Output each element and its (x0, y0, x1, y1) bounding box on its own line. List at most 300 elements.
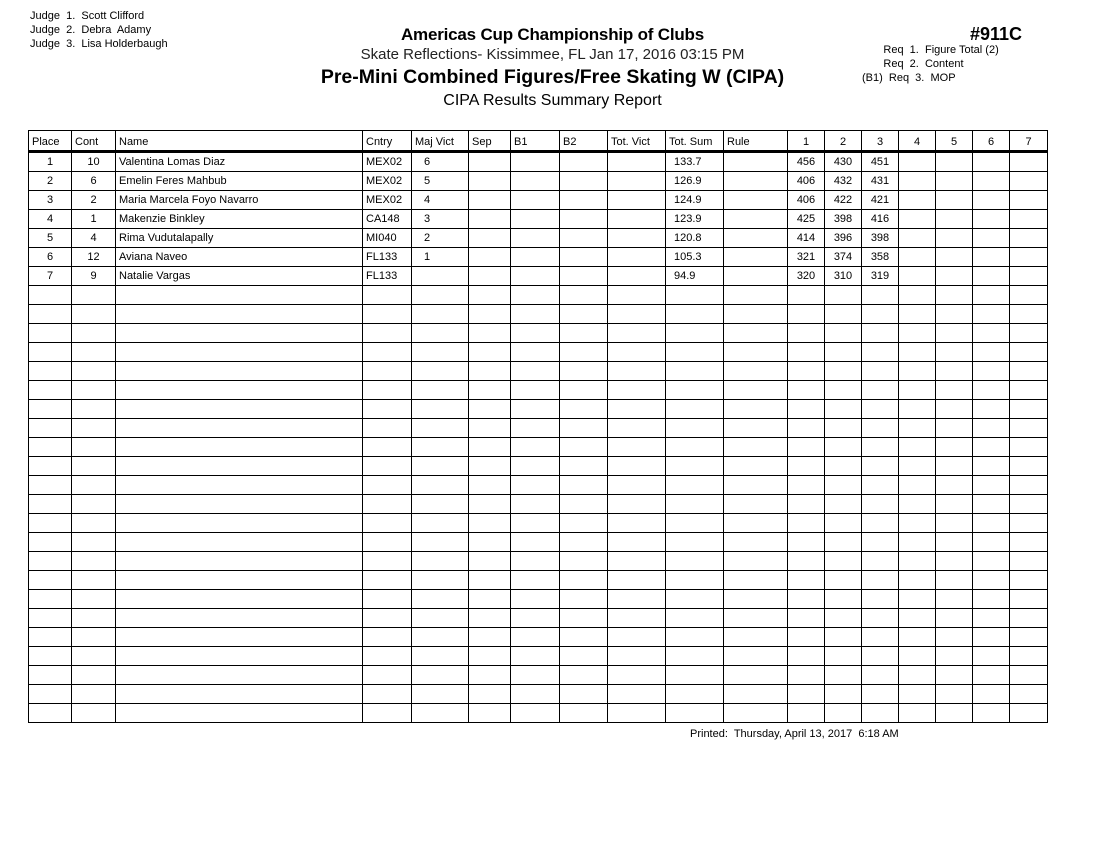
cell-b1 (511, 152, 560, 172)
cell-judge-6 (973, 229, 1010, 248)
col-place: Place (29, 131, 72, 152)
cell-judge-1 (788, 533, 825, 552)
col-cntry: Cntry (363, 131, 412, 152)
cell-cntry (363, 305, 412, 324)
cell-name (116, 495, 363, 514)
cell-judge-6 (973, 248, 1010, 267)
cell-judge-3 (862, 305, 899, 324)
cell-judge-6 (973, 343, 1010, 362)
cell-name: Makenzie Binkley (116, 210, 363, 229)
cell-b1 (511, 419, 560, 438)
cell-cont (72, 419, 116, 438)
cell-cont (72, 609, 116, 628)
cell-judge-2 (825, 533, 862, 552)
cell-cntry (363, 457, 412, 476)
cell-tot-vict (608, 514, 666, 533)
cell-judge-5 (936, 210, 973, 229)
cell-judge-4 (899, 248, 936, 267)
cell-judge-4 (899, 172, 936, 191)
cell-judge-5 (936, 267, 973, 286)
cell-b1 (511, 438, 560, 457)
cell-judge-6 (973, 609, 1010, 628)
cell-cntry: MEX02 (363, 152, 412, 172)
cell-name: Rima Vudutalapally (116, 229, 363, 248)
cell-rule (724, 514, 788, 533)
cell-b1 (511, 647, 560, 666)
col-name: Name (116, 131, 363, 152)
cell-b2 (560, 628, 608, 647)
cell-place (29, 362, 72, 381)
empty-table-row (29, 552, 1048, 571)
empty-table-row (29, 495, 1048, 514)
cell-b2 (560, 571, 608, 590)
cell-sep (469, 628, 511, 647)
cell-name: Valentina Lomas Diaz (116, 152, 363, 172)
cell-b2 (560, 533, 608, 552)
cell-tot-sum: 133.7 (666, 152, 724, 172)
cell-judge-5 (936, 438, 973, 457)
cell-b2 (560, 210, 608, 229)
cell-judge-1 (788, 457, 825, 476)
cell-maj-vict (412, 704, 469, 723)
cell-sep (469, 590, 511, 609)
col-judge-6: 6 (973, 131, 1010, 152)
cell-tot-sum: 120.8 (666, 229, 724, 248)
cell-b1 (511, 172, 560, 191)
cell-cont (72, 571, 116, 590)
cell-judge-3 (862, 457, 899, 476)
cell-judge-7 (1010, 191, 1048, 210)
cell-tot-sum (666, 381, 724, 400)
cell-sep (469, 343, 511, 362)
col-b2: B2 (560, 131, 608, 152)
cell-cntry (363, 324, 412, 343)
cell-judge-1 (788, 305, 825, 324)
cell-maj-vict: 1 (412, 248, 469, 267)
event-number: #911C (969, 24, 1022, 44)
cell-b2 (560, 248, 608, 267)
cell-b1 (511, 495, 560, 514)
cell-maj-vict (412, 324, 469, 343)
cell-b2 (560, 476, 608, 495)
cell-place: 2 (29, 172, 72, 191)
cell-judge-1 (788, 647, 825, 666)
cell-cntry: MI040 (363, 229, 412, 248)
cell-maj-vict (412, 305, 469, 324)
cell-name: Maria Marcela Foyo Navarro (116, 191, 363, 210)
cell-b1 (511, 533, 560, 552)
cell-name (116, 533, 363, 552)
cell-judge-4 (899, 457, 936, 476)
requirement-1: Req 1. Figure Total (2) (862, 44, 999, 56)
judge-3: Judge 3. Lisa Holderbaugh (30, 38, 168, 50)
cell-judge-7 (1010, 324, 1048, 343)
cell-cont (72, 476, 116, 495)
cell-name (116, 362, 363, 381)
cell-judge-6 (973, 191, 1010, 210)
cell-tot-sum: 105.3 (666, 248, 724, 267)
cell-sep (469, 267, 511, 286)
cell-b1 (511, 324, 560, 343)
report-header (280, 24, 825, 111)
cell-judge-5 (936, 286, 973, 305)
cell-b1 (511, 248, 560, 267)
cell-tot-vict (608, 191, 666, 210)
cell-cont: 12 (72, 248, 116, 267)
cell-b2 (560, 267, 608, 286)
cell-tot-vict (608, 495, 666, 514)
cell-judge-4 (899, 628, 936, 647)
requirement-2: Req 2. Content (862, 58, 964, 70)
cell-tot-vict (608, 571, 666, 590)
cell-rule (724, 438, 788, 457)
cell-name (116, 666, 363, 685)
cell-name (116, 704, 363, 723)
cell-sep (469, 324, 511, 343)
cell-maj-vict (412, 514, 469, 533)
cell-place (29, 552, 72, 571)
cell-b1 (511, 609, 560, 628)
cell-judge-1 (788, 685, 825, 704)
cell-judge-6 (973, 152, 1010, 172)
cell-judge-3: 319 (862, 267, 899, 286)
cell-rule (724, 476, 788, 495)
cell-cont: 10 (72, 152, 116, 172)
cell-judge-1: 414 (788, 229, 825, 248)
cell-judge-7 (1010, 210, 1048, 229)
cell-rule (724, 305, 788, 324)
cell-judge-2 (825, 647, 862, 666)
cell-cntry (363, 286, 412, 305)
cell-b1 (511, 305, 560, 324)
cell-judge-6 (973, 571, 1010, 590)
cell-place (29, 324, 72, 343)
cell-judge-1: 320 (788, 267, 825, 286)
cell-b2 (560, 647, 608, 666)
cell-sep (469, 609, 511, 628)
empty-table-row (29, 381, 1048, 400)
cell-maj-vict (412, 628, 469, 647)
cell-judge-7 (1010, 248, 1048, 267)
cell-name (116, 343, 363, 362)
cell-tot-vict (608, 647, 666, 666)
cell-cntry (363, 704, 412, 723)
cell-b2 (560, 305, 608, 324)
cell-judge-5 (936, 152, 973, 172)
cell-sep (469, 400, 511, 419)
cell-judge-7 (1010, 400, 1048, 419)
cell-maj-vict (412, 590, 469, 609)
cell-judge-7 (1010, 647, 1048, 666)
cell-name (116, 324, 363, 343)
cell-cont (72, 685, 116, 704)
cell-cont (72, 438, 116, 457)
cell-b2 (560, 552, 608, 571)
cell-maj-vict (412, 457, 469, 476)
cell-cont (72, 514, 116, 533)
cell-judge-4 (899, 305, 936, 324)
cell-cont (72, 590, 116, 609)
cell-judge-4 (899, 381, 936, 400)
empty-table-row (29, 305, 1048, 324)
cell-judge-6 (973, 666, 1010, 685)
cell-judge-5 (936, 685, 973, 704)
cell-judge-4 (899, 514, 936, 533)
table-header-row (29, 131, 1048, 152)
cell-judge-3: 416 (862, 210, 899, 229)
cell-tot-vict (608, 362, 666, 381)
cell-cont: 4 (72, 229, 116, 248)
cell-cont: 6 (72, 172, 116, 191)
cell-judge-5 (936, 647, 973, 666)
empty-table-row (29, 609, 1048, 628)
cell-cont (72, 286, 116, 305)
table-row (29, 152, 1048, 172)
cell-cntry (363, 647, 412, 666)
cell-tot-sum (666, 571, 724, 590)
table-row (29, 229, 1048, 248)
cell-tot-vict (608, 419, 666, 438)
cell-judge-3 (862, 419, 899, 438)
cell-place: 7 (29, 267, 72, 286)
cell-judge-7 (1010, 476, 1048, 495)
cell-judge-2 (825, 590, 862, 609)
cell-tot-vict (608, 590, 666, 609)
cell-tot-sum (666, 495, 724, 514)
cell-tot-sum (666, 666, 724, 685)
cell-judge-3 (862, 647, 899, 666)
cell-place (29, 343, 72, 362)
requirements-list (862, 43, 999, 85)
cell-judge-4 (899, 704, 936, 723)
cell-maj-vict (412, 609, 469, 628)
cell-cont (72, 647, 116, 666)
cell-judge-5 (936, 248, 973, 267)
cell-maj-vict (412, 438, 469, 457)
cell-judge-2: 430 (825, 152, 862, 172)
cell-judge-3 (862, 514, 899, 533)
cell-b1 (511, 476, 560, 495)
cell-b2 (560, 191, 608, 210)
cell-tot-vict (608, 324, 666, 343)
cell-rule (724, 609, 788, 628)
cell-tot-vict (608, 533, 666, 552)
cell-tot-sum (666, 590, 724, 609)
table-row (29, 267, 1048, 286)
cell-judge-6 (973, 362, 1010, 381)
cell-judge-7 (1010, 419, 1048, 438)
cell-maj-vict (412, 400, 469, 419)
cell-place (29, 533, 72, 552)
cell-b2 (560, 400, 608, 419)
cell-cntry (363, 362, 412, 381)
cell-tot-vict (608, 552, 666, 571)
cell-judge-6 (973, 210, 1010, 229)
printed-timestamp: Printed: Thursday, April 13, 2017 6:18 AM (690, 728, 899, 740)
cell-judge-7 (1010, 229, 1048, 248)
cell-cntry (363, 438, 412, 457)
cell-judge-3 (862, 552, 899, 571)
cell-judge-2 (825, 704, 862, 723)
cell-b2 (560, 381, 608, 400)
cell-tot-sum (666, 647, 724, 666)
cell-tot-sum (666, 438, 724, 457)
cell-rule (724, 248, 788, 267)
cell-tot-vict (608, 628, 666, 647)
cell-judge-3: 421 (862, 191, 899, 210)
cell-judge-4 (899, 152, 936, 172)
cell-b2 (560, 685, 608, 704)
empty-table-row (29, 438, 1048, 457)
cell-judge-1 (788, 514, 825, 533)
cell-judge-5 (936, 362, 973, 381)
cell-cont (72, 552, 116, 571)
cell-tot-sum (666, 343, 724, 362)
cell-tot-sum: 94.9 (666, 267, 724, 286)
cell-rule (724, 152, 788, 172)
cell-rule (724, 685, 788, 704)
cell-judge-4 (899, 343, 936, 362)
cell-cntry (363, 533, 412, 552)
table-row (29, 248, 1048, 267)
cell-b2 (560, 590, 608, 609)
cell-b1 (511, 457, 560, 476)
cell-judge-1: 425 (788, 210, 825, 229)
cell-tot-sum (666, 609, 724, 628)
cell-judge-5 (936, 229, 973, 248)
cell-name: Natalie Vargas (116, 267, 363, 286)
cell-judge-6 (973, 590, 1010, 609)
cell-judge-5 (936, 571, 973, 590)
col-judge-3: 3 (862, 131, 899, 152)
cell-judge-6 (973, 286, 1010, 305)
cell-maj-vict (412, 267, 469, 286)
cell-name: Aviana Naveo (116, 248, 363, 267)
cell-judge-7 (1010, 704, 1048, 723)
cell-judge-2: 422 (825, 191, 862, 210)
cell-judge-6 (973, 552, 1010, 571)
cell-judge-3 (862, 590, 899, 609)
cell-judge-7 (1010, 533, 1048, 552)
cell-judge-5 (936, 666, 973, 685)
cell-name (116, 628, 363, 647)
cell-cont (72, 324, 116, 343)
cell-judge-1 (788, 362, 825, 381)
cell-judge-4 (899, 324, 936, 343)
cell-b2 (560, 609, 608, 628)
judge-1: Judge 1. Scott Clifford (30, 10, 145, 22)
cell-maj-vict: 2 (412, 229, 469, 248)
cell-judge-2: 374 (825, 248, 862, 267)
cell-sep (469, 704, 511, 723)
cell-judge-3 (862, 495, 899, 514)
col-judge-7: 7 (1010, 131, 1048, 152)
empty-table-row (29, 590, 1048, 609)
empty-table-row (29, 343, 1048, 362)
cell-maj-vict (412, 286, 469, 305)
cell-judge-3 (862, 324, 899, 343)
cell-judge-7 (1010, 381, 1048, 400)
col-judge-2: 2 (825, 131, 862, 152)
cell-judge-2 (825, 438, 862, 457)
cell-judge-5 (936, 457, 973, 476)
cell-judge-2 (825, 685, 862, 704)
cell-judge-2 (825, 324, 862, 343)
cell-tot-vict (608, 343, 666, 362)
cell-name (116, 305, 363, 324)
cell-b2 (560, 419, 608, 438)
cell-judge-3 (862, 343, 899, 362)
cell-judge-7 (1010, 152, 1048, 172)
cell-judge-3 (862, 362, 899, 381)
cell-rule (724, 362, 788, 381)
cell-rule (724, 552, 788, 571)
empty-table-row (29, 419, 1048, 438)
cell-tot-sum (666, 628, 724, 647)
cell-sep (469, 191, 511, 210)
cell-judge-5 (936, 476, 973, 495)
cell-tot-vict (608, 685, 666, 704)
empty-table-row (29, 666, 1048, 685)
cell-place (29, 495, 72, 514)
cell-place (29, 419, 72, 438)
cell-sep (469, 381, 511, 400)
cell-sep (469, 286, 511, 305)
cell-judge-6 (973, 685, 1010, 704)
col-maj-vict: Maj Vict (412, 131, 469, 152)
cell-judge-1 (788, 286, 825, 305)
cell-place: 6 (29, 248, 72, 267)
cell-cntry (363, 381, 412, 400)
cell-judge-4 (899, 666, 936, 685)
cell-judge-7 (1010, 305, 1048, 324)
empty-table-row (29, 685, 1048, 704)
cell-cntry: MEX02 (363, 172, 412, 191)
cell-sep (469, 419, 511, 438)
cell-maj-vict: 3 (412, 210, 469, 229)
cell-judge-7 (1010, 666, 1048, 685)
venue-date: Skate Reflections- Kissimmee, FL Jan 17, 2016 03:15 PM (360, 46, 745, 63)
empty-table-row (29, 324, 1048, 343)
cell-cont: 9 (72, 267, 116, 286)
cell-cont (72, 343, 116, 362)
cell-rule (724, 647, 788, 666)
cell-judge-5 (936, 305, 973, 324)
cell-sep (469, 571, 511, 590)
cell-tot-sum (666, 533, 724, 552)
cell-judge-1 (788, 324, 825, 343)
cell-judge-5 (936, 628, 973, 647)
cell-b2 (560, 495, 608, 514)
cell-judge-2 (825, 514, 862, 533)
cell-judge-2 (825, 476, 862, 495)
cell-judge-4 (899, 647, 936, 666)
cell-tot-sum (666, 457, 724, 476)
cell-judge-6 (973, 628, 1010, 647)
cell-judge-2 (825, 495, 862, 514)
table-row (29, 191, 1048, 210)
cell-place: 5 (29, 229, 72, 248)
empty-table-row (29, 476, 1048, 495)
cell-b1 (511, 590, 560, 609)
cell-rule (724, 628, 788, 647)
cell-b2 (560, 152, 608, 172)
cell-place (29, 286, 72, 305)
cell-judge-3 (862, 286, 899, 305)
cell-judge-1 (788, 343, 825, 362)
competition-title: Americas Cup Championship of Clubs (400, 25, 704, 44)
cell-rule (724, 495, 788, 514)
